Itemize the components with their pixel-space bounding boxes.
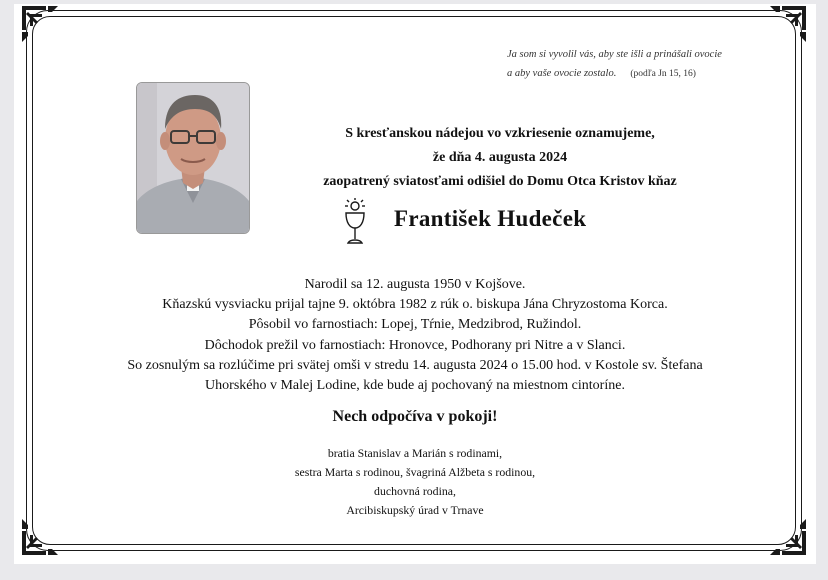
biography-line: So zosnulým sa rozlúčime pri svätej omši v stredu 14. augusta 2024 o 15.00 hod. v Kostole sv. Štefana	[127, 357, 703, 373]
corner-ornament-icon	[760, 509, 806, 555]
mourner-line: sestra Marta s rodinou, švagriná Alžbeta s rodinou,	[294, 465, 536, 479]
portrait-photo	[136, 82, 250, 234]
chalice-icon	[342, 197, 368, 247]
farewell-text: Nech odpočíva v pokoji!	[332, 408, 498, 425]
verse-line: a aby vaše ovocie zostalo.	[507, 68, 617, 79]
announcement	[290, 122, 710, 194]
verse-reference: (podľa Jn 15, 16)	[630, 69, 696, 79]
mourners-list	[230, 444, 600, 520]
biography-line: Uhorského v Malej Lodine, kde bude aj pochovaný na miestnom cintoríne.	[205, 378, 625, 394]
mourner-line: Arcibiskupský úrad v Trnave	[346, 503, 484, 517]
biography	[90, 275, 740, 396]
bible-verse	[507, 45, 747, 84]
announcement-line: zaopatrený sviatosťami odišiel do Domu Otca Kristov kňaz	[323, 174, 677, 189]
biography-line: Narodil sa 12. augusta 1950 v Kojšove.	[304, 277, 526, 292]
announcement-line: že dňa 4. augusta 2024	[432, 150, 568, 165]
biography-line: Kňazskú vysviacku prijal tajne 9. októbra 1982 z rúk o. biskupa Jána Chryzostoma Korca.	[162, 297, 668, 313]
verse-line: Ja som si vyvolil vás, aby ste išli a prinášali ovocie	[507, 49, 722, 60]
mourner-line: duchovná rodina,	[374, 484, 456, 498]
announcement-line: S kresťanskou nádejou vo vzkriesenie oznamujeme,	[345, 126, 655, 141]
biography-line: Dôchodok prežil vo farnostiach: Hronovce, Podhorany pri Nitre a v Slanci.	[204, 337, 626, 353]
corner-ornament-icon	[22, 6, 68, 52]
corner-ornament-icon	[22, 509, 68, 555]
deceased-name: František Hudeček	[394, 206, 587, 231]
biography-line: Pôsobil vo farnostiach: Lopej, Tŕnie, Medzibrod, Ružindol.	[248, 317, 582, 333]
mourner-line: bratia Stanislav a Marián s rodinami,	[327, 446, 503, 460]
corner-ornament-icon	[760, 6, 806, 52]
